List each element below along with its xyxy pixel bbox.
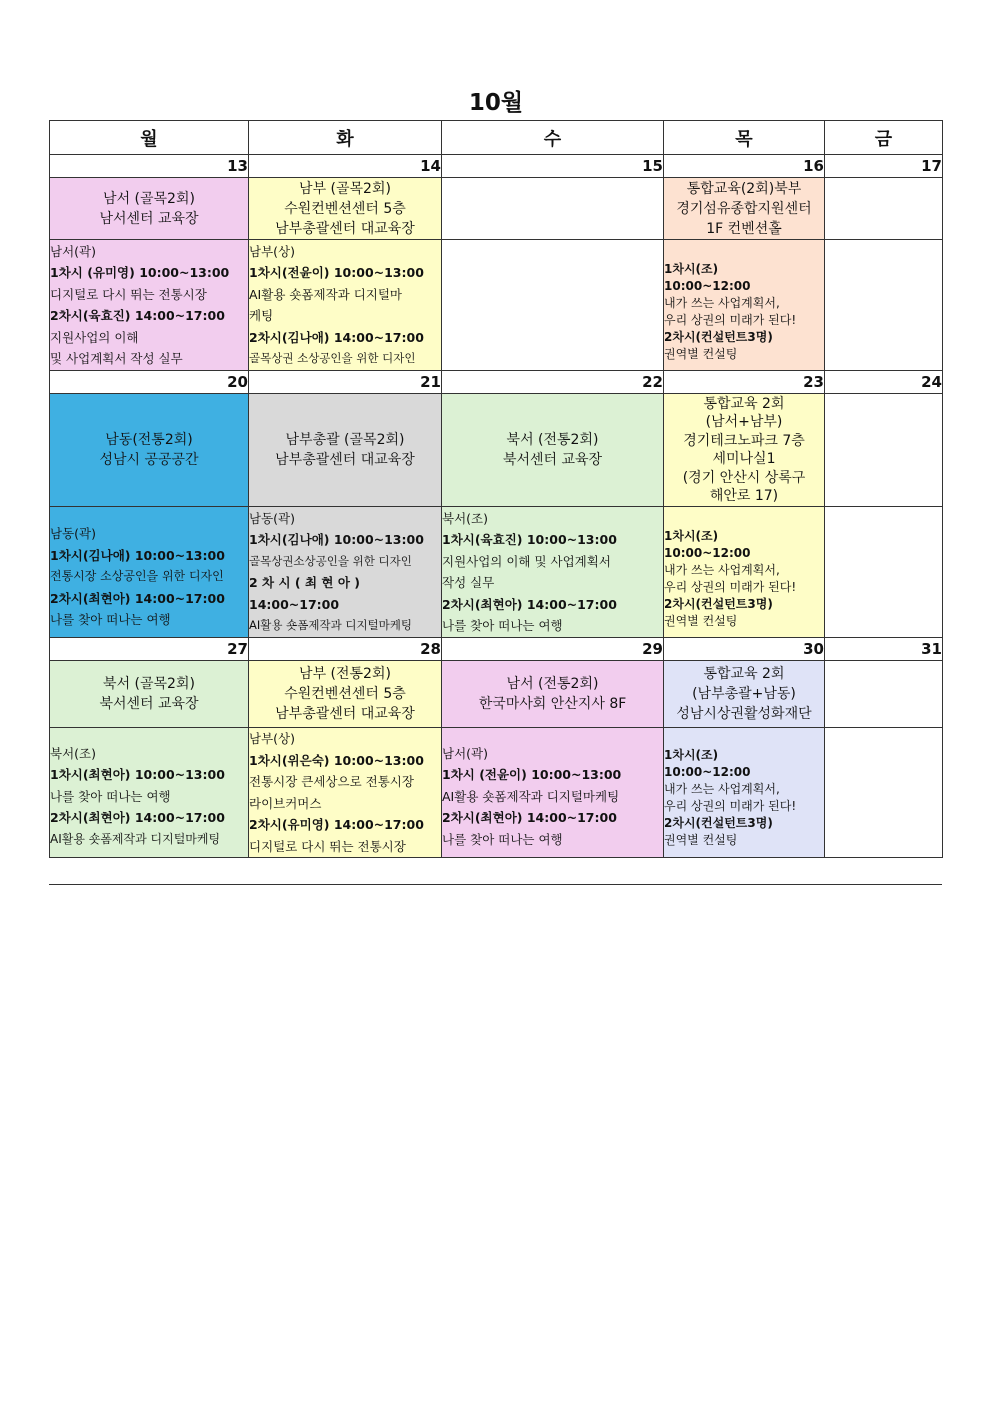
session-time: 2차시(최현아) 14:00~17:00 bbox=[50, 810, 225, 826]
venue-line: 남부총괄센터 대교육장 bbox=[275, 220, 415, 237]
session-cell bbox=[664, 728, 825, 858]
session-topic: 전통시장 소상공인을 위한 디자인 bbox=[50, 569, 224, 584]
venue-line: 경기섬유종합지원센터 bbox=[676, 200, 812, 217]
calendar-table bbox=[49, 120, 943, 858]
session-cell-empty bbox=[825, 507, 943, 638]
session-cell bbox=[50, 507, 249, 638]
date-cell: 16 bbox=[664, 155, 825, 178]
session-time: 1차시(김나애) 10:00~13:00 bbox=[249, 532, 424, 547]
session-topic: 및 사업계획서 작성 실무 bbox=[50, 351, 183, 366]
session-time: 10:00~12:00 bbox=[664, 279, 751, 293]
venue-line: 북서 (전통2회) bbox=[506, 432, 599, 448]
date-cell: 28 bbox=[249, 638, 442, 661]
session-topic: 우리 상권의 미래가 된다! bbox=[664, 798, 797, 813]
session-topic: 골목상권소상공인을 위한 디자인 bbox=[249, 553, 412, 568]
session-row bbox=[50, 507, 943, 638]
venue-cell bbox=[249, 394, 442, 507]
session-time: 2차시(유미영) 14:00~17:00 bbox=[249, 817, 424, 832]
date-cell: 24 bbox=[825, 371, 943, 394]
venue-line: 남동(전통2회) bbox=[105, 432, 193, 448]
session-topic: 우리 상권의 미래가 된다! bbox=[664, 580, 797, 594]
session-topic: 케팅 bbox=[249, 308, 274, 323]
session-time: 10:00~12:00 bbox=[664, 764, 751, 779]
date-cell: 27 bbox=[50, 638, 249, 661]
session-time: 1차시 (유미영) 10:00~13:00 bbox=[50, 265, 230, 280]
session-cell bbox=[249, 240, 442, 371]
session-row bbox=[50, 728, 943, 858]
page-title: 10월 bbox=[468, 90, 524, 116]
venue-line: 통합교육 2회 bbox=[703, 395, 785, 412]
venue-cell bbox=[442, 394, 664, 507]
session-topic: 권역별 컨설팅 bbox=[664, 832, 738, 847]
session-topic: 내가 쓰는 사업계획서, bbox=[664, 296, 780, 310]
venue-line: 북서 (골목2회) bbox=[103, 676, 195, 692]
venue-line: 통합교육 2회 bbox=[703, 666, 785, 682]
weekday-tue: 화 bbox=[249, 121, 442, 155]
venue-cell bbox=[664, 661, 825, 728]
session-topic: AI활용 숏폼제작과 디지털마 bbox=[249, 286, 403, 302]
date-cell: 20 bbox=[50, 371, 249, 394]
venue-cell bbox=[50, 661, 249, 728]
venue-line: 수원컨벤션센터 5층 bbox=[284, 686, 406, 702]
session-time: 2차시(컨설턴트3명) bbox=[664, 597, 773, 611]
session-time: 1차시(김나애) 10:00~13:00 bbox=[50, 547, 225, 563]
session-time: 2 차 시 ( 최 현 아 ) bbox=[249, 575, 360, 590]
session-topic: 나를 찾아 떠나는 여행 bbox=[50, 788, 171, 804]
date-cell: 22 bbox=[442, 371, 664, 394]
session-cell bbox=[442, 728, 664, 858]
date-cell: 29 bbox=[442, 638, 664, 661]
session-topic: 나를 찾아 떠나는 여행 bbox=[442, 831, 563, 847]
session-topic: 내가 쓰는 사업계획서, bbox=[664, 563, 780, 577]
session-topic: 골목상권 소상공인을 위한 디자인 bbox=[249, 351, 416, 365]
session-time: 1차시(조) bbox=[664, 747, 719, 762]
session-topic: 작성 실무 bbox=[442, 575, 495, 590]
venue-cell-empty bbox=[825, 394, 943, 507]
venue-line: 남부총괄 (골목2회) bbox=[285, 432, 405, 448]
venue-line: 한국마사회 안산지사 8F bbox=[478, 696, 627, 712]
venue-line: 남부 (골목2회) bbox=[299, 180, 391, 197]
weekday-wed: 수 bbox=[442, 121, 664, 155]
session-time: 2차시(최현아) 14:00~17:00 bbox=[442, 810, 617, 826]
session-cell bbox=[50, 240, 249, 371]
venue-cell-empty bbox=[442, 178, 664, 240]
session-topic: 디지털로 다시 뛰는 전통시장 bbox=[249, 838, 406, 854]
venue-line: 남부 (전통2회) bbox=[299, 666, 391, 682]
session-topic: AI활용 숏폼제작과 디지털마케팅 bbox=[442, 788, 620, 804]
session-time: 1차시(조) bbox=[664, 529, 719, 543]
weekday-fri: 금 bbox=[825, 121, 943, 155]
session-region: 남동(곽) bbox=[249, 510, 295, 526]
bottom-divider bbox=[49, 884, 942, 885]
venue-line: 1F 컨벤션홀 bbox=[706, 220, 782, 237]
session-cell-empty bbox=[442, 240, 664, 371]
venue-row bbox=[50, 661, 943, 728]
venue-line: 북서센터 교육장 bbox=[99, 696, 199, 712]
venue-line: 남부총괄센터 대교육장 bbox=[275, 452, 415, 468]
date-cell: 14 bbox=[249, 155, 442, 178]
session-time: 1차시(전윤이) 10:00~13:00 bbox=[249, 265, 424, 280]
date-cell: 13 bbox=[50, 155, 249, 178]
venue-row bbox=[50, 178, 943, 240]
weekday-header-row bbox=[50, 121, 943, 155]
session-topic: 권역별 컨설팅 bbox=[664, 347, 738, 361]
venue-line: 세미나실1 bbox=[712, 451, 776, 467]
session-topic: 전통시장 큰세상으로 전통시장 bbox=[249, 774, 414, 789]
session-time: 2차시(김나애) 14:00~17:00 bbox=[249, 329, 424, 345]
session-region: 남서(곽) bbox=[442, 745, 488, 761]
venue-line: (남서+남부) bbox=[705, 414, 783, 430]
session-topic: 나를 찾아 떠나는 여행 bbox=[50, 612, 171, 628]
session-topic: 권역별 컨설팅 bbox=[664, 614, 738, 628]
session-time: 2차시(컨설턴트3명) bbox=[664, 330, 773, 344]
session-topic: 내가 쓰는 사업계획서, bbox=[664, 781, 780, 796]
session-cell bbox=[249, 507, 442, 638]
session-time: 10:00~12:00 bbox=[664, 546, 751, 560]
session-cell-empty bbox=[825, 240, 943, 371]
venue-cell bbox=[249, 178, 442, 240]
session-region: 남동(곽) bbox=[50, 526, 96, 542]
venue-line: (경기 안산시 상록구 bbox=[682, 469, 806, 486]
session-cell bbox=[442, 507, 664, 638]
session-topic: 지원사업의 이해 bbox=[50, 329, 139, 345]
venue-line: 남서 (골목2회) bbox=[103, 190, 195, 207]
date-cell: 23 bbox=[664, 371, 825, 394]
venue-cell bbox=[249, 661, 442, 728]
session-topic: AI활용 숏폼제작과 디지털마케팅 bbox=[249, 618, 412, 632]
date-row bbox=[50, 638, 943, 661]
weekday-mon: 월 bbox=[50, 121, 249, 155]
session-cell bbox=[249, 728, 442, 858]
session-region: 남부(상) bbox=[249, 243, 295, 259]
date-row bbox=[50, 371, 943, 394]
session-time: 1차시 (전윤이) 10:00~13:00 bbox=[442, 767, 622, 783]
session-time: 1차시(최현아) 10:00~13:00 bbox=[50, 767, 225, 783]
session-region: 북서(조) bbox=[442, 510, 488, 526]
venue-cell-empty bbox=[825, 661, 943, 728]
venue-line: 성남시 공공공간 bbox=[99, 452, 199, 468]
date-cell: 21 bbox=[249, 371, 442, 394]
venue-cell bbox=[50, 178, 249, 240]
date-cell: 17 bbox=[825, 155, 943, 178]
session-time: 1차시(조) bbox=[664, 262, 719, 276]
session-time: 2차시(최현아) 14:00~17:00 bbox=[50, 590, 225, 606]
venue-row bbox=[50, 394, 943, 507]
session-cell bbox=[664, 507, 825, 638]
session-region: 남부(상) bbox=[249, 731, 295, 746]
venue-line: 북서센터 교육장 bbox=[502, 452, 603, 468]
date-row bbox=[50, 155, 943, 178]
session-time: 2차시(육효진) 14:00~17:00 bbox=[50, 308, 225, 323]
venue-line: (남부총괄+남동) bbox=[692, 686, 796, 702]
venue-cell bbox=[50, 394, 249, 507]
session-row bbox=[50, 240, 943, 371]
venue-cell bbox=[442, 661, 664, 728]
session-cell-empty bbox=[825, 728, 943, 858]
session-topic: 라이브커머스 bbox=[249, 795, 322, 811]
date-cell: 30 bbox=[664, 638, 825, 661]
session-time: 1차시(위은숙) 10:00~13:00 bbox=[249, 752, 424, 768]
session-time: 2차시(최현아) 14:00~17:00 bbox=[442, 596, 617, 612]
session-time: 2차시(컨설턴트3명) bbox=[664, 815, 773, 830]
venue-line: 수원컨벤션센터 5층 bbox=[284, 200, 406, 217]
session-topic: 지원사업의 이해 및 사업계획서 bbox=[442, 553, 611, 569]
venue-line: 남서센터 교육장 bbox=[99, 210, 199, 227]
session-region: 남서(곽) bbox=[50, 243, 96, 259]
venue-cell bbox=[664, 394, 825, 507]
date-cell: 15 bbox=[442, 155, 664, 178]
venue-line: 통합교육(2회)북부 bbox=[686, 180, 802, 197]
session-time: 1차시(육효진) 10:00~13:00 bbox=[442, 532, 617, 547]
session-cell bbox=[50, 728, 249, 858]
venue-line: 경기테크노파크 7층 bbox=[683, 432, 805, 449]
session-topic: AI활용 숏폼제작과 디지털마케팅 bbox=[50, 831, 221, 846]
venue-cell bbox=[664, 178, 825, 240]
session-topic: 나를 찾아 떠나는 여행 bbox=[442, 618, 563, 633]
session-topic: 우리 상권의 미래가 된다! bbox=[664, 313, 797, 327]
venue-line: 해안로 17) bbox=[709, 488, 779, 504]
session-time: 14:00~17:00 bbox=[249, 596, 340, 612]
venue-line: 남서 (전통2회) bbox=[506, 676, 599, 692]
venue-line: 성남시상권활성화재단 bbox=[676, 706, 812, 722]
session-topic: 디지털로 다시 뛰는 전통시장 bbox=[50, 286, 207, 302]
venue-cell-empty bbox=[825, 178, 943, 240]
date-cell: 31 bbox=[825, 638, 943, 661]
session-region: 북서(조) bbox=[50, 745, 96, 761]
weekday-thu: 목 bbox=[664, 121, 825, 155]
session-cell bbox=[664, 240, 825, 371]
venue-line: 남부총괄센터 대교육장 bbox=[275, 706, 415, 722]
